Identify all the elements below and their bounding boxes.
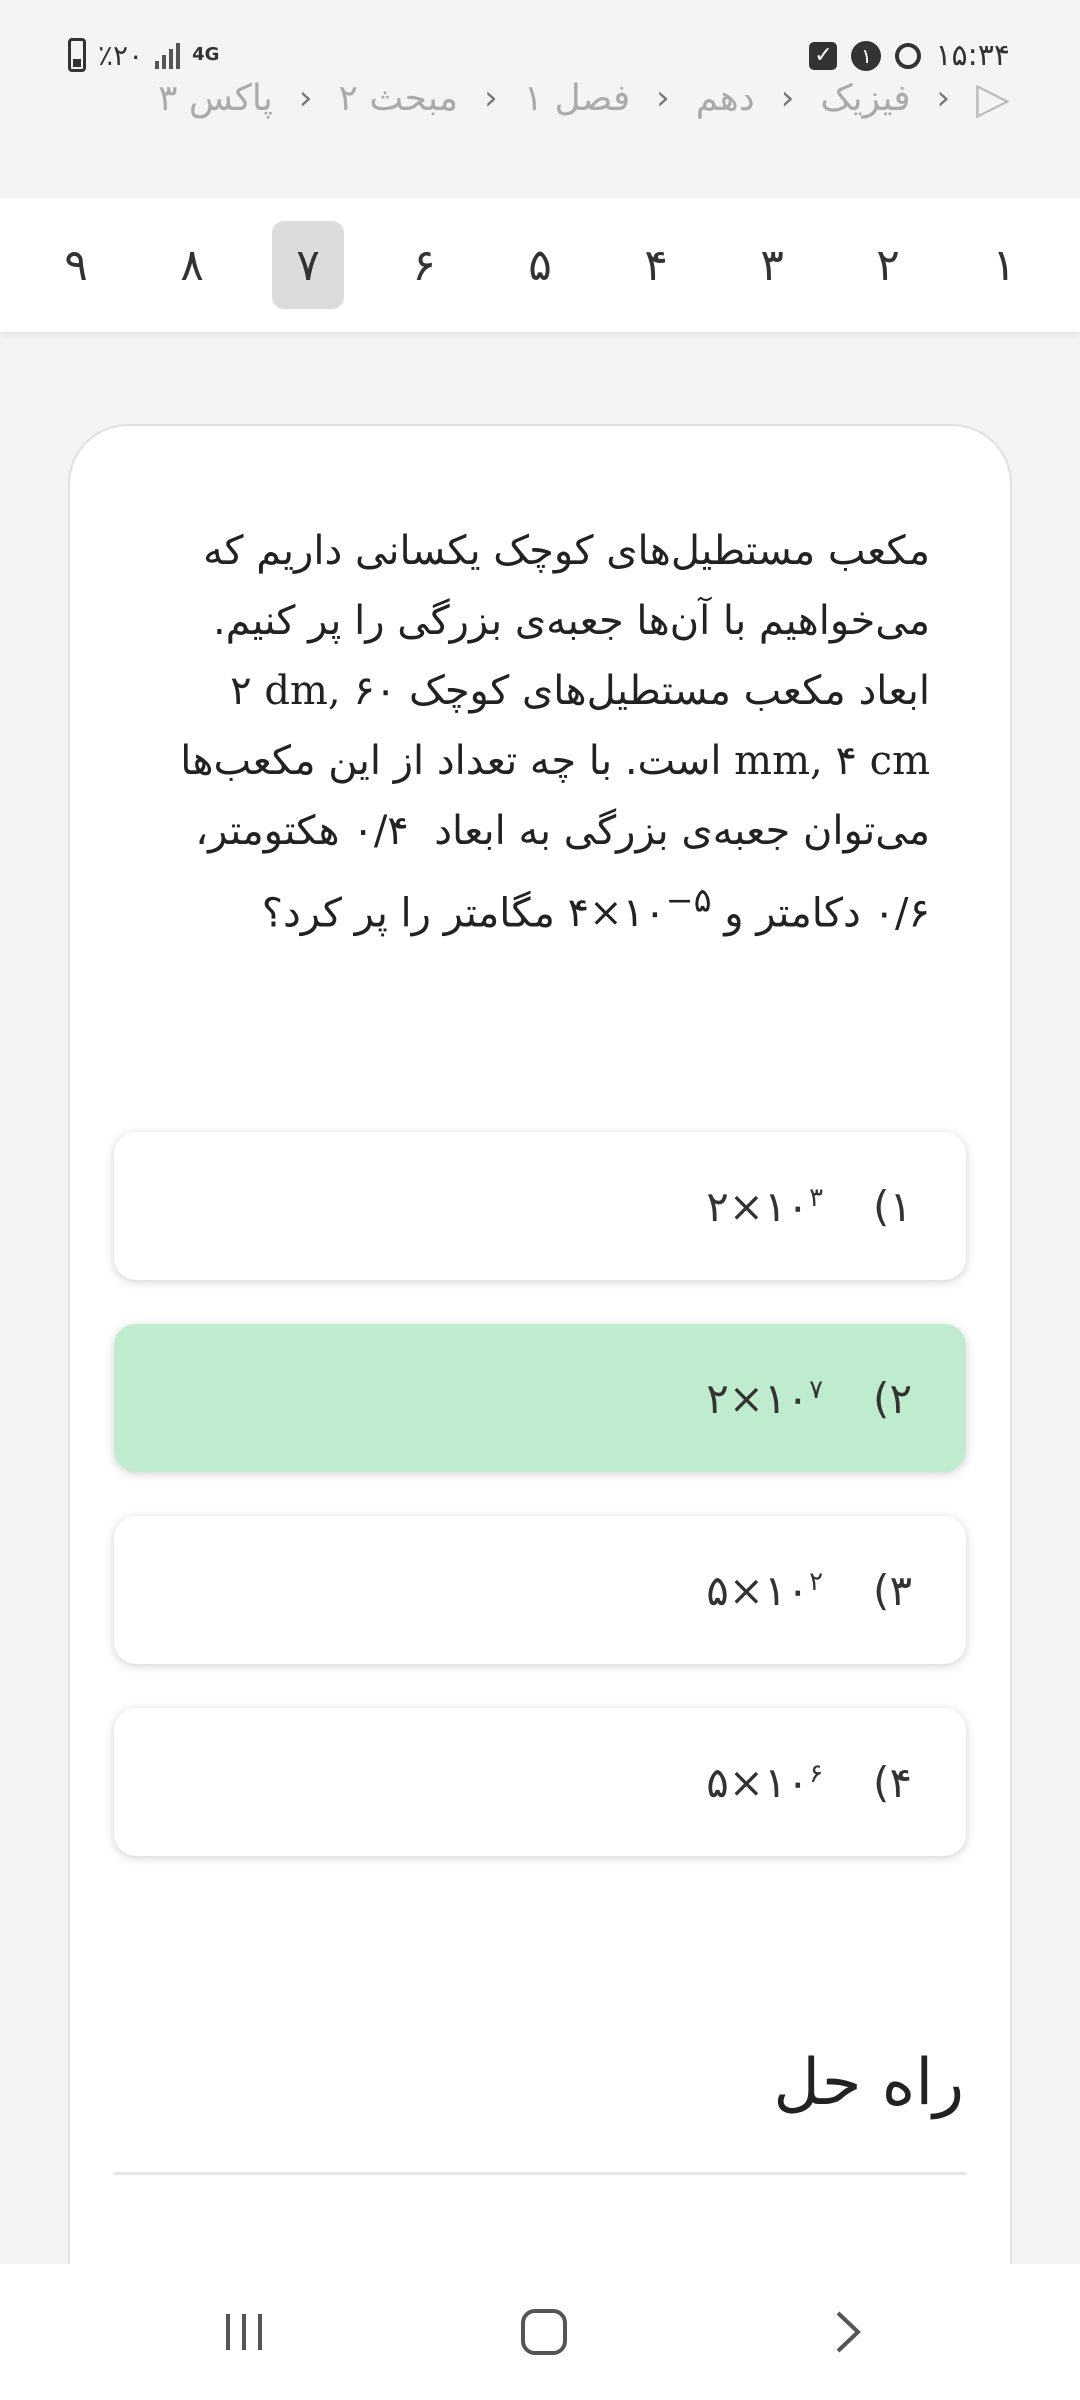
question-val3-base: ۴×۱۰ [567,890,666,937]
chevron-left-icon: ‹ [780,78,795,118]
chevron-left-icon: ‹ [484,78,498,118]
question-val3-exp: −۵ [665,881,712,920]
battery-icon [68,38,86,72]
question-val3 [567,881,712,937]
question-tab-7[interactable]: ۷ [272,221,344,309]
option-2-correct[interactable] [114,1324,966,1472]
home-icon[interactable] [512,2300,576,2364]
breadcrumb-item[interactable]: مبحث ۲ [338,77,459,119]
question-text-part3: مگامتر را پر کرد؟ [261,890,555,937]
question-unit1: هکتومتر، [195,808,340,854]
question-number-tabs [0,198,1080,332]
status-left [68,38,219,72]
timer-icon [895,43,921,69]
breadcrumb-item[interactable]: فیزیک [820,77,911,119]
signal-icon [155,41,180,69]
question-card [68,424,1012,2324]
question-tab-6[interactable]: ۶ [412,239,436,291]
question-val2: ۰/۶ [873,890,930,937]
question-tab-5[interactable]: ۵ [528,239,552,291]
question-tab-4[interactable]: ۴ [644,239,668,291]
option-value: $۵\times ۱۰^۶$ [706,1757,824,1807]
question-tab-9[interactable]: ۹ [64,239,88,291]
battery-percent: ٪۲۰ [98,38,144,72]
option-value: $۲\times ۱۰^۷$ [706,1373,824,1423]
back-arrow-icon[interactable]: ▷ [976,72,1010,124]
option-number: ۳) [873,1565,912,1615]
question-unit2: دکامتر و [724,890,861,937]
solution-title: راه حل [773,2046,964,2120]
clock: ۱۵:۳۴ [935,38,1010,73]
option-number: ۴) [873,1757,912,1807]
option-value: $۲\times ۱۰^۳$ [706,1181,824,1231]
chevron-left-icon: ‹ [656,78,670,118]
option-number: ۱) [873,1181,912,1231]
nav-back-icon[interactable] [816,2300,880,2364]
question-tab-2[interactable]: ۲ [876,239,900,291]
question-text-part1: مکعب مستطیل‌های کوچک یکسانی داریم که می‌خواهیم با آن‌ها جعبه‌ی بزرگی را پر کنیم. ابعاد مکعب مستطیل‌های کوچک [203,528,930,714]
question-text [160,516,930,948]
system-navigation-bar [0,2264,1080,2400]
question-tab-1[interactable]: ۱ [992,239,1016,291]
solution-divider [114,2172,966,2175]
question-tab-8[interactable]: ۸ [180,239,204,291]
breadcrumb-item[interactable]: پاکس ۳ [158,77,273,119]
option-1[interactable] [114,1132,966,1280]
option-number: ۲) [873,1373,912,1423]
breadcrumb [60,68,1010,128]
option-3[interactable] [114,1516,966,1664]
chevron-left-icon: ‹ [298,78,313,118]
breadcrumb-item[interactable]: فصل ۱ [523,77,631,119]
chevron-left-icon: ‹ [936,78,951,118]
option-value: $۵\times ۱۰^۲$ [706,1565,824,1615]
option-4[interactable] [114,1708,966,1856]
question-text-part2: است. با چه تعداد از این مکعب‌ها می‌توان جعبه‌ی بزرگی به ابعاد [180,738,930,854]
question-tab-3[interactable]: ۳ [760,239,784,291]
breadcrumb-item[interactable]: دهم [695,77,755,119]
network-type: 4G [192,44,220,65]
checkbox-notification-icon: ✓ [809,42,837,70]
recents-icon[interactable] [212,2300,276,2364]
question-dimensions: ۲ dm, ۶۰ mm, ۴ cm [230,668,930,784]
question-val1: ۰/۴ [352,808,409,854]
notification-count: ۱ [851,41,881,71]
